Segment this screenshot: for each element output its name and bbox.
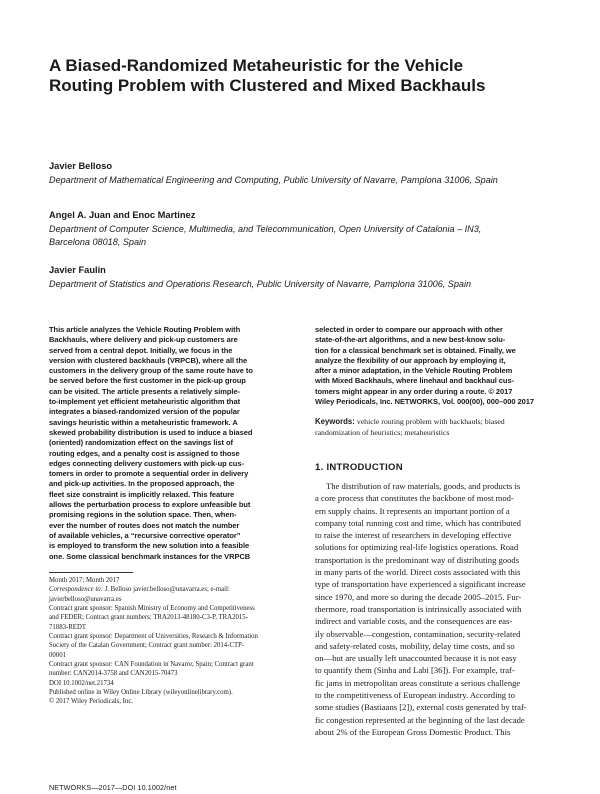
abstract-line: promising regions in the solution space. Then, when- (49, 510, 237, 520)
body-line: indirect and variable costs, and the consequences are eas- (315, 616, 513, 627)
title-line: A Biased-Randomized Metaheuristic for the Vehicle (49, 56, 464, 75)
abstract-line: served from a central depot. Initially, we focus in the (49, 345, 233, 355)
footnote-line: and FEDER; Contract grant numbers: TRA2013-48180-C3-P, TRA2015- (49, 614, 248, 622)
author-block (49, 264, 559, 291)
author-block (49, 209, 559, 249)
footnote-line: Contract grant sponsor: Spanish Ministry of Economy and Competitiveness (49, 605, 255, 613)
affiliation-line: Barcelona 08018, Spain (49, 237, 147, 247)
abstract-line: allows the perturbation process to explore unfeasible but (49, 500, 251, 510)
affiliation-line: Department of Mathematical Engineering and Computing, Public University of Navarre, Pamplona 31006, Spain (49, 175, 498, 185)
author-affiliation (49, 278, 559, 291)
abstract-line: can be visited. The article presents a relatively simple- (49, 386, 240, 396)
footnote-line (49, 585, 307, 594)
abstract-left-column (49, 325, 304, 562)
footnote-line: © 2017 Wiley Periodicals, Inc. (49, 698, 134, 706)
abstract-line: customers in the delivery group of the same route have to (49, 366, 253, 376)
abstract-line: version with clustered backhauls (VRPCB), where all the (49, 355, 248, 365)
body-line: fic congestion represented at the beginning of the last decade (315, 714, 525, 725)
body-line: to the competitiveness of European industry. According to (315, 690, 515, 701)
abstract-line: savings heuristic within a metaheuristic framework. A (49, 417, 238, 427)
correspondence-text: J. Belloso javier.belloso@unavarra.es; e-mail: (102, 586, 230, 594)
affiliation-line: Department of Computer Science, Multimedia, and Telecommunication, Open University of Catalonia – IN3, (49, 224, 482, 234)
keywords (315, 416, 560, 438)
footnote-line: javierbelloso@unavarra.es (49, 595, 122, 603)
keywords-text: vehicle routing problem with backhauls; biased (354, 417, 505, 426)
abstract-line: integrates a biased-randomized version of the popular (49, 407, 240, 417)
body-line: to quantify them (Sinha and Labi [36]). For example, traf- (315, 665, 515, 676)
abstract-line: be served before the first customer in the pick-up group (49, 376, 246, 386)
body-line: since 1970, and more so during the decade 2005–2015. Fur- (315, 591, 522, 602)
body-line: in many parts of the world. Direct costs associated with this (315, 567, 521, 578)
body-line: fic jams in metropolitan areas constitute a serious challenge (315, 677, 521, 688)
abstract-line: to-implement yet efficient metaheuristic algorithm that (49, 397, 241, 407)
abstract-line: selected in order to compare our approach with other (315, 325, 503, 334)
body-line: The distribution of raw materials, goods, and products is (326, 481, 521, 491)
footnotes (49, 576, 307, 707)
abstract-line: fleet size constraint is implicitly relaxed. This feature (49, 489, 235, 499)
keywords-line (315, 416, 560, 427)
body-line: type of transportation have experienced a significant increase (315, 579, 526, 590)
abstract-line: Backhauls, where delivery and pick-up customers are (49, 335, 238, 345)
body-line: a core process that constitutes the backbone of most mod- (315, 493, 514, 504)
abstract-line: after a minor adaptation, in the Vehicle Routing Problem (315, 366, 513, 376)
author-affiliation (49, 174, 559, 187)
keywords-label: Keywords: (315, 417, 355, 426)
footnote-line: Contract grant sponsor: Department of Universities, Research & Information (49, 633, 258, 641)
author-affiliation (49, 223, 559, 249)
section-heading: 1. INTRODUCTION (315, 462, 403, 473)
abstract-line: edges connecting delivery customers with pick-up cus- (49, 458, 244, 468)
author-name: Angel A. Juan and Enoc Martinez (49, 210, 196, 220)
body-line: thermore, road transportation is intrinsically associated with (315, 603, 522, 614)
footnote-line: DOI 10.1002/net.21734 (49, 679, 114, 687)
abstract-line: analyze the flexibility of our approach by employing it, (315, 355, 506, 365)
footnote-line: Society of the Catalan Government; Contract grant number: 2014-CTP- (49, 642, 245, 650)
abstract-line: and pick-up activities. In the proposed approach, the (49, 479, 235, 489)
abstract-line: routing edges, and a penalty cost is assigned to those (49, 448, 240, 458)
body-line: on—but are usually left unaccounted because it is not easy (315, 653, 517, 664)
footnote-line: 00001 (49, 651, 66, 659)
abstract-right-column (315, 325, 560, 407)
abstract-line: state-of-the-art algorithms, and a new best-know solu- (315, 335, 506, 345)
abstract-line: skewed probability distribution is used to induce a biased (49, 427, 253, 437)
body-line: about 2% of the European Gross Domestic Product. This (315, 726, 511, 737)
abstract-line: is employed to transform the new solution into a feasible (49, 541, 250, 551)
footnote-line: Contract grant sponsor: CAN Foundation in Navarre, Spain; Contract grant (49, 661, 254, 669)
footnote-line: Month 2017; Month 2017 (49, 577, 120, 584)
abstract-line: This article analyzes the Vehicle Routing Problem with (49, 325, 241, 334)
title-line: Routing Problem with Clustered and Mixed Backhauls (49, 76, 486, 95)
page-footer: NETWORKS—2017—DOI 10.1002/net (49, 783, 177, 792)
body-line: ern supply chains. It represents an important portion of a (315, 505, 510, 516)
body-line: company total running cost and time, which has contributed (315, 517, 521, 528)
author-name: Javier Belloso (49, 161, 113, 171)
footnote-line: Published online in Wiley Online Library (wileyonlinelibrary.com). (49, 689, 233, 697)
abstract-line: tion for a classical benchmark set is obtained. Finally, we (315, 345, 516, 355)
abstract-line: tomers might appear in any order during a route. © 2017 (315, 386, 513, 396)
footnote-divider (49, 572, 133, 573)
body-line: transportation is the predominant way of distributing goods (315, 554, 520, 565)
paper-title (49, 56, 559, 96)
abstract-line: one. Some classical benchmark instances for the VRPCB (49, 551, 251, 561)
affiliation-line: Department of Statistics and Operations Research, Public University of Navarre, Pamplona 31006, Spain (49, 279, 472, 289)
correspondence-label: Correspondence to: (49, 586, 103, 594)
body-line: some studies (Bastiaans [2]), external costs generated by traf- (315, 702, 527, 713)
footnote-line: number: CAN2014-3758 and CAN2015-70473 (49, 670, 178, 678)
footnote-line: 71883-REDT (49, 623, 87, 631)
introduction-text (315, 480, 560, 738)
author-block (49, 160, 559, 187)
abstract-line: Wiley Periodicals, Inc. NETWORKS, Vol. 000(00), 000–000 2017 (315, 397, 534, 407)
keywords-line: randomization of heuristics; metaheuristics (315, 428, 450, 437)
author-name: Javier Faulin (49, 265, 106, 275)
body-line: and safety-related costs, mobility, delay time costs, and so (315, 640, 515, 651)
body-line: solutions for optimizing real-life logistics operations. Road (315, 542, 519, 553)
abstract-line: tomers in order to promote a sequential order in delivery (49, 469, 249, 479)
abstract-line: ever the number of routes does not match the number (49, 520, 240, 530)
abstract-line: (oriented) randomization effect on the savings list of (49, 438, 233, 448)
body-line: ily observable—congestion, contamination, security-related (315, 628, 521, 639)
abstract-line: with Mixed Backhauls, where linehaul and backhaul cus- (315, 376, 515, 386)
abstract-line: of available vehicles, a “recursive corrective operator” (49, 530, 241, 540)
body-line: to raise the interest of researchers in developing effective (315, 530, 512, 541)
